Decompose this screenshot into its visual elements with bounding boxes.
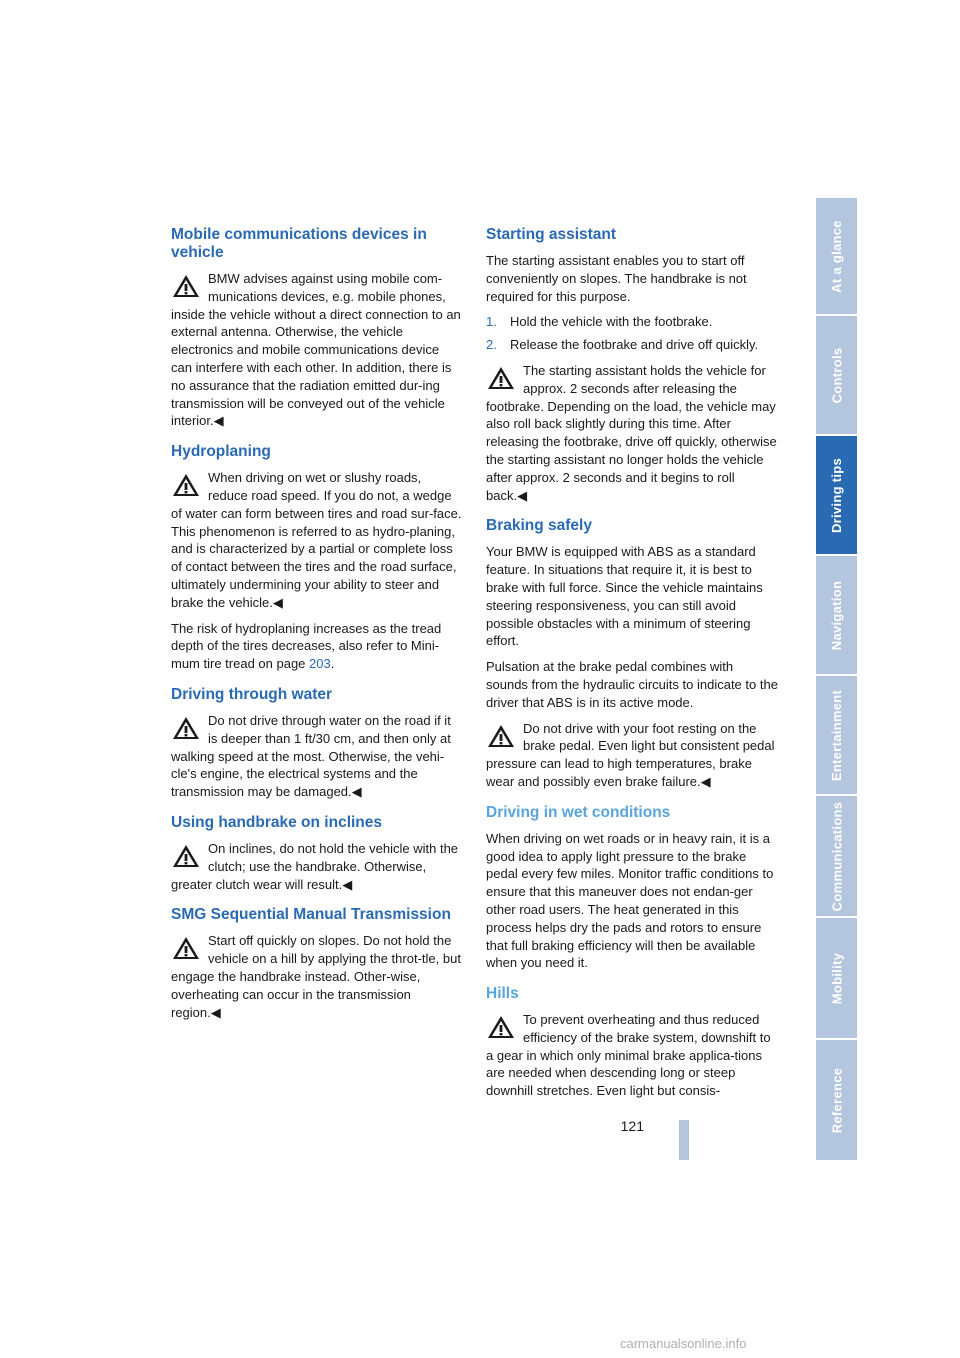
warning-mobile-devices: [171, 270, 463, 430]
list-item: [486, 336, 778, 354]
warning-hydroplaning: [171, 469, 463, 611]
section-braking-safely: [486, 517, 778, 790]
warning-braking: [486, 720, 778, 791]
warning-driving-through-water: [171, 712, 463, 801]
paragraph-wet-conditions: When driving on wet roads or in heavy rain, it is a good idea to apply light pressure to the brake pedal every few miles. Monitor traffic conditions to ensure that this maneuver does not endan-ger other road users. The heat generated in this process helps dry the pads and rotors to ensure that full braking efficiency will then be available when you need it.: [486, 830, 774, 971]
paragraph-starting-assistant: The starting assistant enables you to start off conveniently on slopes. The handbrake is not required for this purpose.: [486, 253, 747, 304]
list-item: [486, 313, 778, 331]
step-text: Release the footbrake and drive off quickly.: [510, 337, 759, 353]
section-wet-conditions: [486, 804, 778, 972]
warning-hills: [486, 1011, 778, 1100]
heading-handbrake: Using handbrake on inclines: [171, 813, 383, 831]
warning-icon: [486, 723, 516, 749]
tab-label: Entertainment: [829, 689, 844, 781]
tab-navigation[interactable]: [816, 556, 857, 674]
heading-driving-through-water: Driving through water: [171, 685, 333, 703]
section-driving-through-water: [171, 686, 463, 801]
right-column: [486, 226, 778, 1113]
heading-wet-conditions: Driving in wet conditions: [486, 803, 671, 821]
warning-text: Do not drive through water on the road if it is deeper than 1 ft/30 cm, and then only at walking speed at the most. Otherwise, the vehi-cle's engine, the electrical systems and the transmission may be damaged.◀: [171, 712, 451, 800]
warning-text: Start off quickly on slopes. Do not hold the vehicle on a hill by applying the throt-tle, but engage the handbrake instead. Other-wise, overheating can occur in the transmission region.◀: [171, 933, 461, 1020]
tab-label: At a glance: [829, 219, 844, 293]
heading-smg: SMG Sequential Manual Transmission: [171, 906, 451, 924]
paragraph-text: The risk of hydroplaning increases as the tread depth of the tires decreases, also refer to Mini-mum tire tread on page: [171, 620, 442, 672]
warning-handbrake: [171, 840, 463, 893]
section-mobile-devices: [171, 226, 463, 430]
section-handbrake: [171, 814, 463, 893]
heading-starting-assistant: Starting assistant: [486, 226, 617, 243]
tab-entertainment[interactable]: [816, 676, 857, 794]
heading-braking-safely: Braking safely: [486, 517, 592, 535]
step-text: Hold the vehicle with the footbrake.: [510, 314, 713, 330]
warning-icon: [171, 715, 201, 741]
tab-reference[interactable]: [816, 1040, 857, 1160]
section-hydroplaning: [171, 443, 463, 673]
tab-label: Mobility: [829, 952, 845, 1004]
warning-icon: [171, 472, 201, 498]
warning-icon: [486, 1014, 516, 1040]
heading-mobile-devices: Mobile communications devices in vehicle: [171, 226, 427, 261]
paragraph-end: .: [330, 656, 335, 672]
page-number: 121: [620, 1118, 644, 1134]
heading-hydroplaning: Hydroplaning: [171, 443, 271, 461]
warning-text: BMW advises against using mobile com-munications devices, e.g. mobile phones, inside the vehicle without a direct connection to an external antenna. Otherwise, the vehicle electronics and mobile communications device can interfere with each other. In addition, there is no assurance that the radiation emitted dur-ing transmission will be conveyed out of the vehicle interior.◀: [171, 271, 461, 429]
section-hills: [486, 985, 778, 1100]
heading-hills: Hills: [486, 985, 519, 1003]
tab-label: Navigation: [829, 580, 844, 650]
left-column: [171, 226, 463, 1034]
step-number: 2.: [486, 337, 497, 353]
tab-label: Reference: [829, 1067, 845, 1133]
paragraph-abs: Your BMW is equipped with ABS as a standard feature. In situations that require it, it is best to brake with full force. Since the vehicle maintains steering responsiveness, you can still avoid possible obstacles with a minimum of steering effort.: [486, 544, 763, 649]
warning-starting-assistant: [486, 362, 778, 504]
steps-list: [486, 313, 778, 354]
page-link[interactable]: 203: [309, 656, 331, 672]
tab-driving-tips[interactable]: [816, 436, 857, 554]
tab-at-a-glance[interactable]: [816, 198, 857, 314]
warning-icon: [171, 843, 201, 869]
warning-text: When driving on wet or slushy roads, reduce road speed. If you do not, a wedge of water can form between tires and road sur-face. This phenomenon is referred to as hydro-planing, and is characterized by a partial or complete loss of contact between the tires and the road surface, ultimately undermining your ability to steer and brake the vehicle.◀: [171, 470, 462, 610]
warning-text: The starting assistant holds the vehicle for approx. 2 seconds after releasing the footbrake. Depending on the load, the vehicle may also roll back slightly during this time. After releasing the footbrake, drive off quickly, otherwise the starting assistant no longer holds the vehicle after approx. 2 seconds and it begins to roll back.◀: [486, 362, 777, 503]
warning-text: On inclines, do not hold the vehicle with the clutch; use the handbrake. Otherwise, greater clutch wear will result.◀: [171, 840, 459, 892]
warning-icon: [486, 365, 516, 391]
paragraph-pulsation: Pulsation at the brake pedal combines with sounds from the hydraulic circuits to indicate to the driver that ABS is in its active mode.: [486, 659, 778, 710]
tab-label: Communications: [829, 801, 844, 911]
tab-mobility[interactable]: [816, 918, 857, 1038]
chapter-sidebar: [816, 198, 857, 1160]
page-marker: [679, 1120, 689, 1160]
warning-icon: [171, 935, 201, 961]
section-starting-assistant: [486, 226, 778, 504]
tab-label: Controls: [829, 347, 844, 403]
warning-smg: [171, 932, 463, 1021]
step-number: 1.: [486, 314, 497, 330]
section-smg: [171, 906, 463, 1021]
tab-communications[interactable]: [816, 796, 857, 916]
warning-text: To prevent overheating and thus reduced efficiency of the brake system, downshift to a gear in which only minimal brake applica-tions are needed when descending long or steep downhill stretches. Even light but consis-: [486, 1012, 771, 1099]
watermark: carmanualsonline.info: [620, 1336, 747, 1351]
paragraph-tread-depth: [171, 620, 463, 673]
warning-text: Do not drive with your foot resting on the brake pedal. Even light but consistent pedal pressure can lead to high temperatures, brake wear and possibly even brake failure.◀: [486, 720, 775, 789]
warning-icon: [171, 273, 201, 299]
tab-controls[interactable]: [816, 316, 857, 434]
tab-label: Driving tips: [829, 457, 845, 533]
